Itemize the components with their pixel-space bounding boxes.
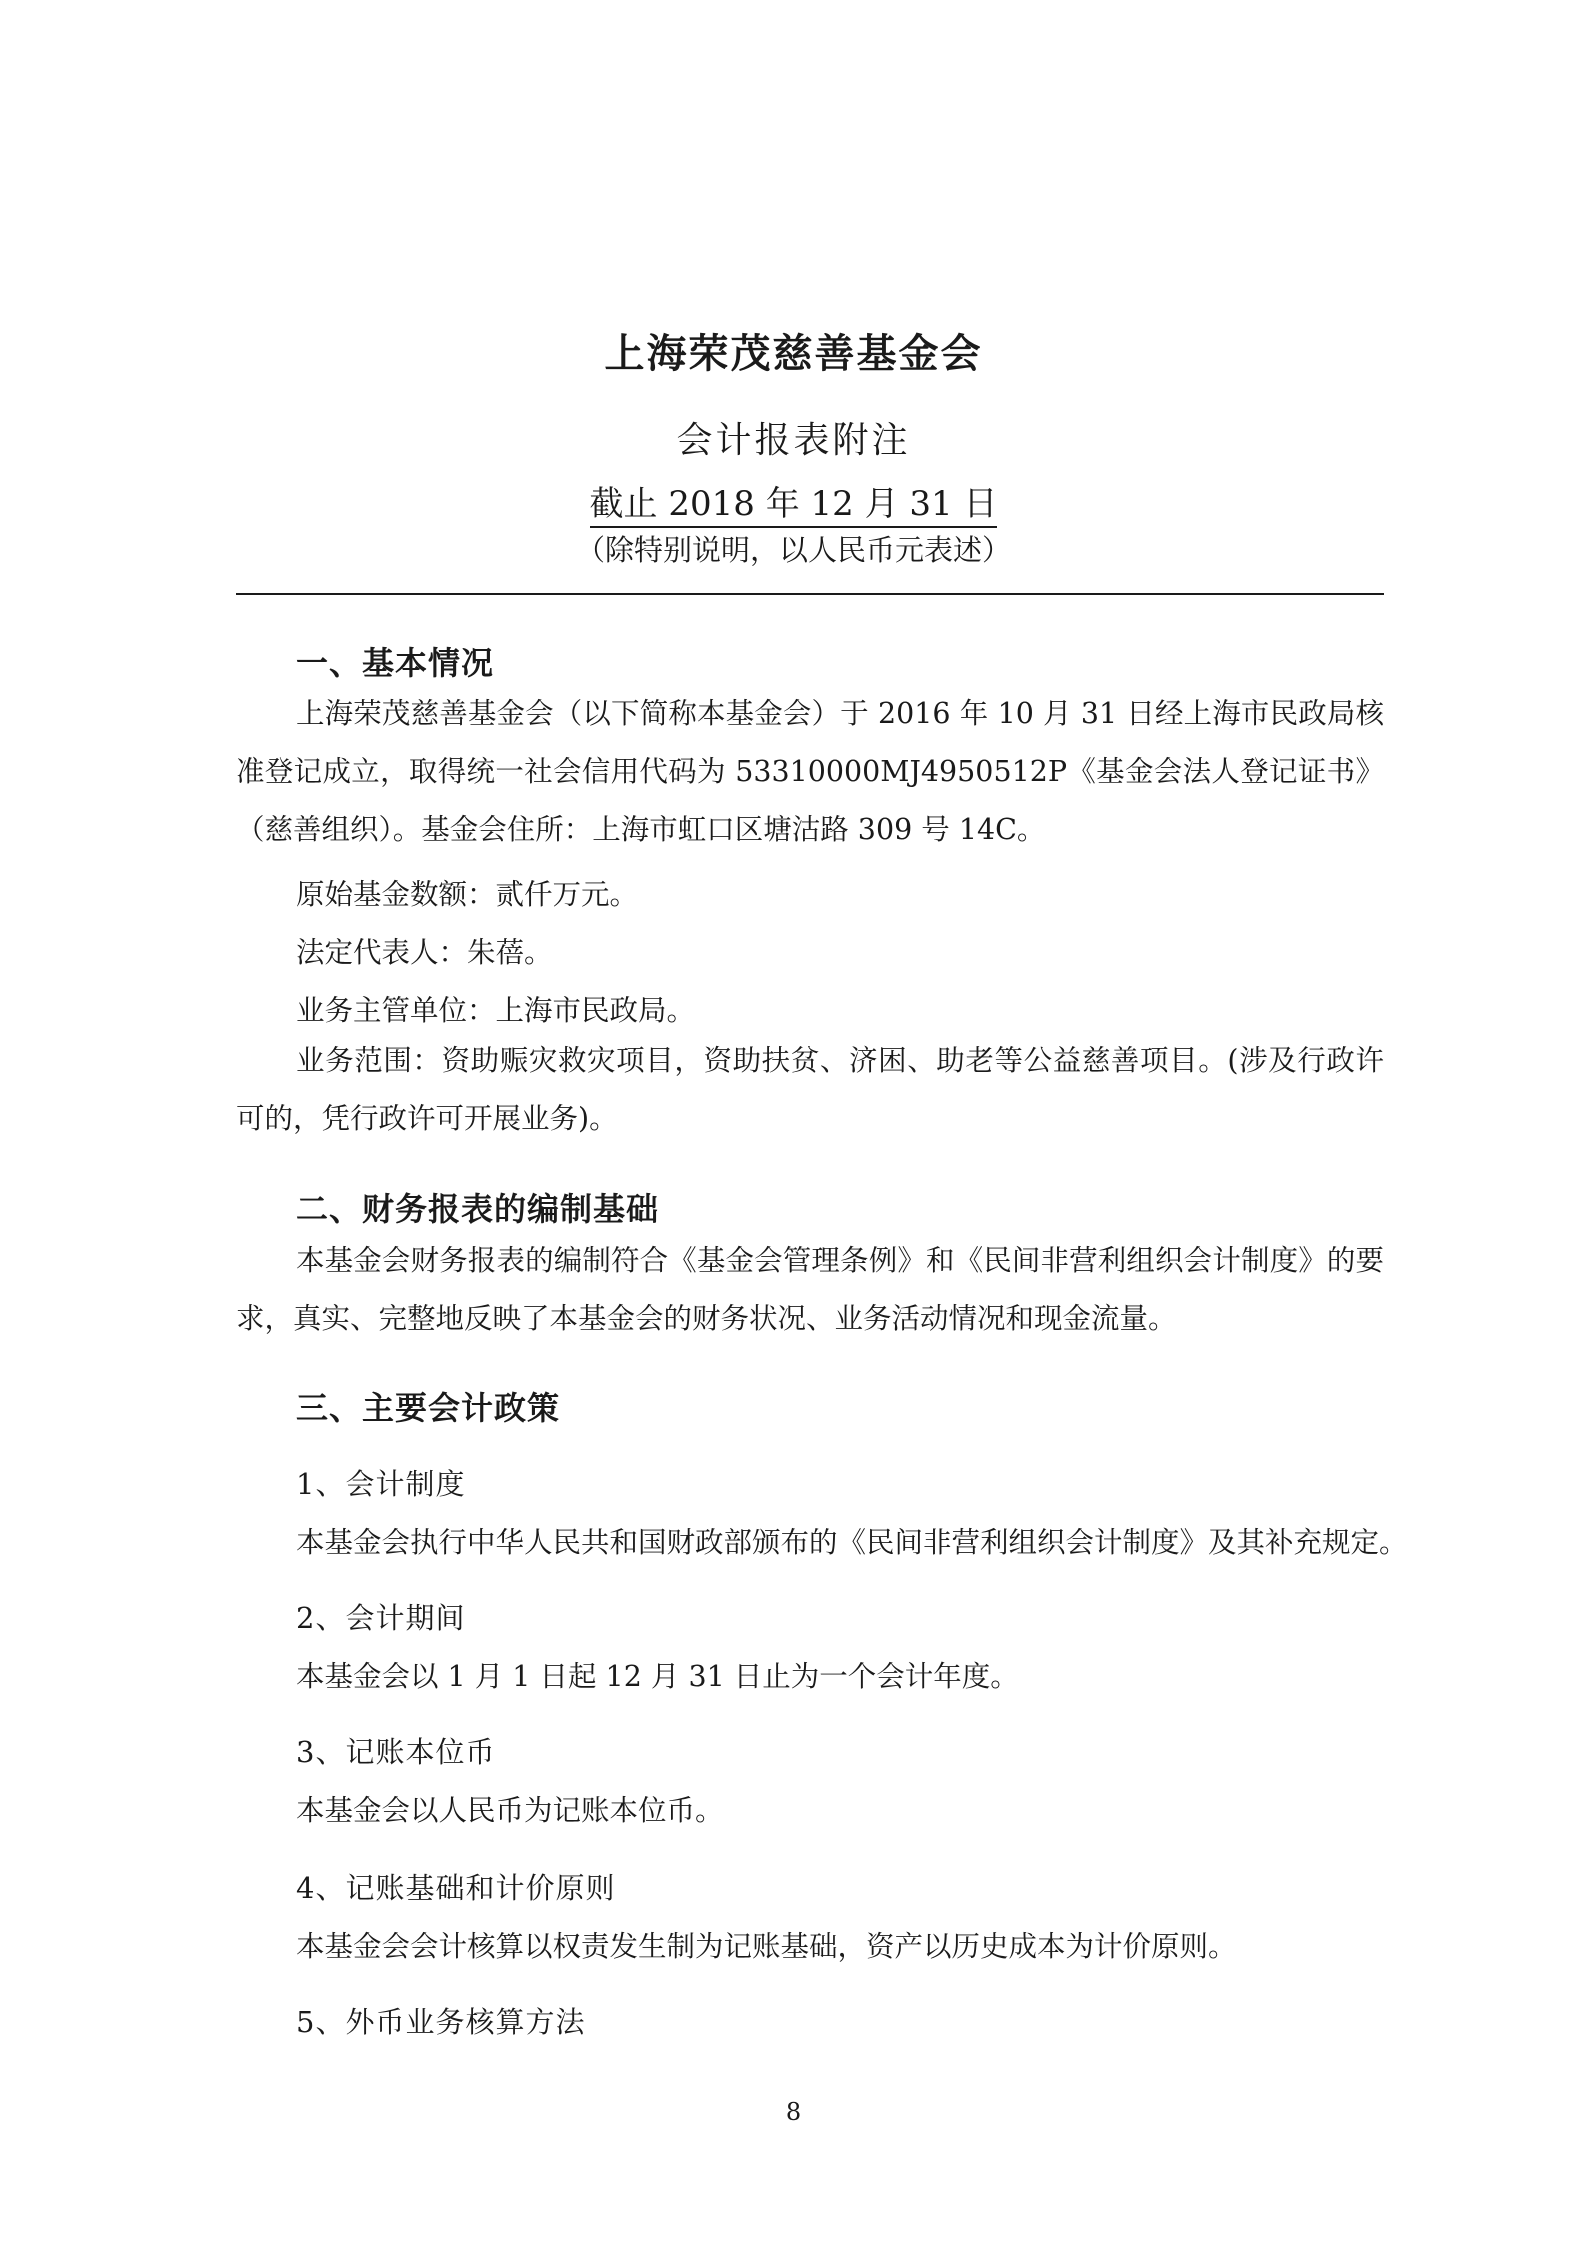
section-1-scope: 业务范围：资助赈灾救灾项目，资助扶贫、济困、助老等公益慈善项目。(涉及行政许可的，凭行政许可开展业务)。 [236,1044,1384,1135]
report-date-text: 截止 2018 年 12 月 31 日 [590,484,998,528]
section-1-authority: 业务主管单位：上海市民政局。 [296,994,696,1027]
policy-2-heading: 2、会计期间 [296,1601,466,1635]
section-1-fund: 原始基金数额：贰仟万元。 [296,878,639,911]
report-date [0,476,1587,525]
section-1-heading: 一、基本情况 [296,644,495,682]
section-1-intro: 上海荣茂慈善基金会（以下简称本基金会）于 2016 年 10 月 31 日经上海市民政局核准登记成立，取得统一社会信用代码为 53310000MJ4950512P《基金会法人登记证书》（慈善组织）。基金会住所：上海市虹口区塘沽路 309 号 14C。 [236,697,1384,846]
policy-1-body: 本基金会执行中华人民共和国财政部颁布的《民间非营利组织会计制度》及其补充规定。 [296,1526,1408,1559]
policy-4-heading: 4、记账基础和计价原则 [296,1871,616,1905]
policy-2-body: 本基金会以 1 月 1 日起 12 月 31 日止为一个会计年度。 [296,1660,1019,1693]
policy-1-heading: 1、会计制度 [296,1467,466,1501]
policy-3-body: 本基金会以人民币为记账本位币。 [296,1794,724,1827]
policy-4-body: 本基金会会计核算以权责发生制为记账基础，资产以历史成本为计价原则。 [296,1930,1237,1963]
section-2-body: 本基金会财务报表的编制符合《基金会管理条例》和《民间非营利组织会计制度》的要求，真实、完整地反映了本基金会的财务状况、业务活动情况和现金流量。 [236,1244,1384,1335]
page-number: 8 [785,2098,802,2126]
currency-note: （除特别说明，以人民币元表述） [575,533,1011,567]
section-3-heading: 三、主要会计政策 [296,1389,561,1427]
section-2-heading: 二、财务报表的编制基础 [296,1190,660,1228]
header-divider [236,593,1384,595]
policy-5-heading: 5、外币业务核算方法 [296,2005,586,2039]
document-title: 上海荣茂慈善基金会 [604,330,983,377]
document-subtitle: 会计报表附注 [676,420,911,461]
section-1-representative: 法定代表人：朱蓓。 [296,936,553,969]
policy-3-heading: 3、记账本位币 [296,1735,496,1769]
